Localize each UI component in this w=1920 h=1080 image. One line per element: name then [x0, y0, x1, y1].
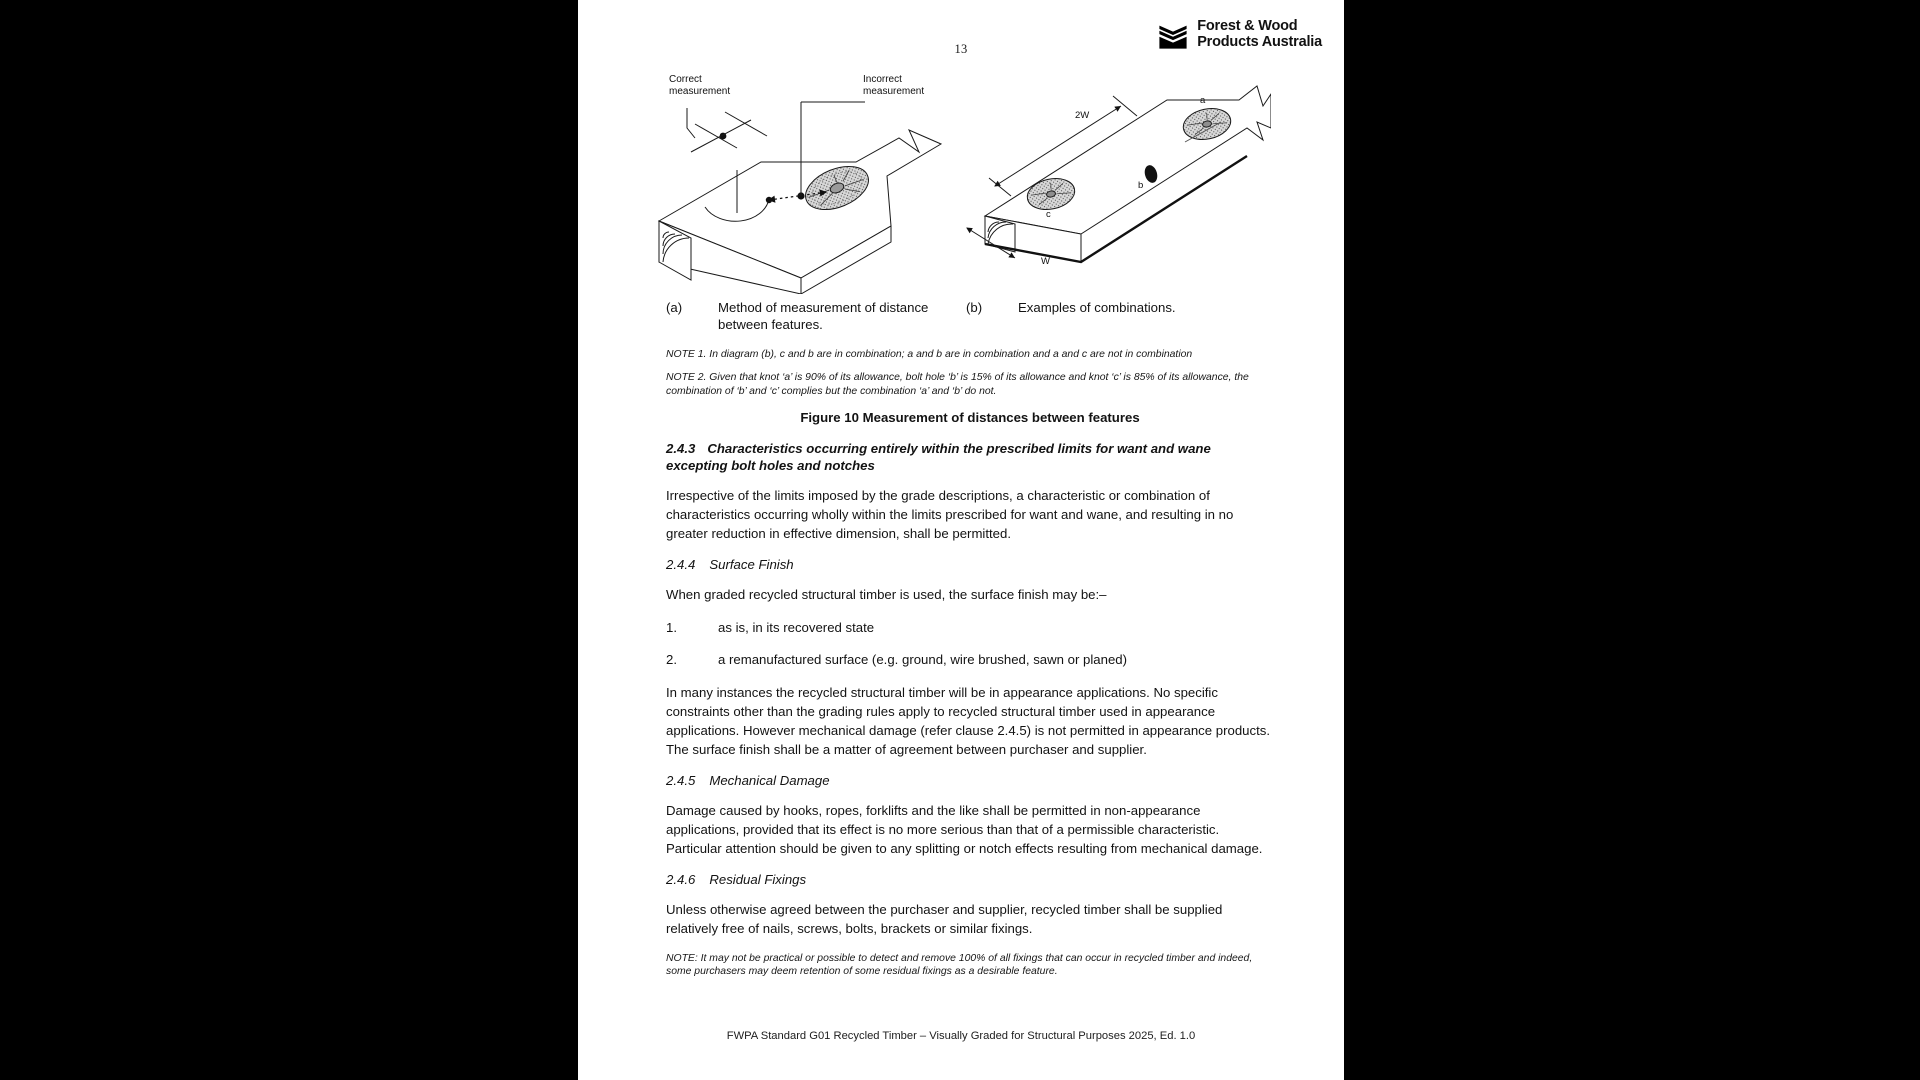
figure-10-illustrations	[578, 66, 1344, 296]
organisation-logo	[1156, 18, 1322, 52]
list-item	[666, 618, 1274, 637]
clause-number-2-4-4: 2.4.4	[666, 556, 696, 572]
clause-number-2-4-5: 2.4.5	[666, 772, 696, 788]
subcaption-a-label: (a)	[666, 300, 683, 315]
clause-2-4-6-paragraph: Unless otherwise agreed between the purchaser and supplier, recycled timber shall be supplied relatively free of nails, screws, bolts, brackets or similar fixings.	[666, 901, 1223, 936]
subcaption-b-label: (b)	[966, 300, 983, 315]
diagram-b-bolt-hole-b: b	[1138, 180, 1144, 191]
clause-title-2-4-6: Residual Fixings	[709, 871, 807, 887]
diagram-a-correct-label: Correct	[669, 74, 702, 85]
list-item-text: as is, in its recovered state	[718, 619, 875, 635]
diagram-a-measurement-method	[659, 102, 941, 294]
clause-title-2-4-5: Mechanical Damage	[709, 772, 830, 788]
list-item	[666, 650, 1274, 669]
clause-title-2-4-4: Surface Finish	[709, 556, 794, 572]
svg-text:measurement: measurement	[669, 86, 731, 97]
logo-text	[1197, 19, 1322, 50]
clause-2-4-4-intro: When graded recycled structural timber is used, the surface finish may be:–	[666, 586, 1107, 602]
clause-2-4-5-paragraph: Damage caused by hooks, ropes, forklifts and the like shall be permitted in non-appearance applications, provided that its effect is no more serious than that of a permissible characteristic. Particular attention should be given to any splitting or notch effects resulting from mechanical damage.	[666, 802, 1263, 856]
diagram-b-combinations	[967, 86, 1271, 262]
diagram-b-knot-c: c	[1046, 209, 1051, 220]
figure-10-svg	[651, 66, 1271, 294]
clause-title-2-4-3: Characteristics occurring entirely within the prescribed limits for want and wane excepting bolt holes and notches	[666, 441, 1211, 473]
figure-subcaption-b	[966, 300, 1176, 334]
logo-line-1: Forest & Wood	[1197, 18, 1298, 35]
list-item-text: a remanufactured surface (e.g. ground, wire brushed, sawn or planed)	[718, 651, 1128, 667]
figure-subcaptions	[666, 300, 1274, 334]
list-item-number: 2.	[666, 651, 677, 667]
page-number: 13	[954, 42, 968, 56]
diagram-a-incorrect-label: Incorrect	[863, 74, 902, 85]
page-footer: FWPA Standard G01 Recycled Timber – Visually Graded for Structural Purposes 2025, Ed. 1.0	[726, 1030, 1196, 1042]
subcaption-a-text: Method of measurement of distance between features.	[718, 300, 929, 332]
page-content	[666, 300, 1274, 989]
clause-number-2-4-6: 2.4.6	[666, 871, 696, 887]
clause-heading-2-4-4	[666, 557, 1274, 574]
clause-heading-2-4-6	[666, 872, 1274, 889]
clause-heading-2-4-3	[666, 441, 1274, 475]
svg-text:measurement: measurement	[863, 86, 925, 97]
figure-note-2: NOTE 2. Given that knot ‘a’ is 90% of its allowance, bolt hole ‘b’ is 15% of its allowance and knot ‘c’ is 85% of its allowance, the combination of ‘b’ and ‘c’ complies but the combination ‘a’ and ‘b’ do not.	[666, 372, 1249, 397]
diagram-b-dim-2w: 2W	[1075, 110, 1090, 121]
clause-2-4-6-note: NOTE: It may not be practical or possible to detect and remove 100% of all fixings that can occur in recycled timber and indeed, some purchasers may deem retention of some residual fixings as a desirable feature.	[666, 952, 1253, 978]
document-page	[578, 0, 1344, 1080]
figure-note-1: NOTE 1. In diagram (b), c and b are in combination; a and b are in combination and a and c are not in combination	[666, 348, 1193, 360]
logo-line-2: Products Australia	[1197, 34, 1322, 50]
subcaption-b-text: Examples of combinations.	[1018, 300, 1176, 315]
surface-finish-list	[666, 618, 1274, 669]
wave-chevron-logo-icon	[1156, 18, 1190, 52]
clause-2-4-4-paragraph: In many instances the recycled structural timber will be in appearance applications. No specific constraints other than the grading rules apply to recycled structural timber used in appearance applications. However mechanical damage (refer clause 2.4.5) is not permitted in appearance products. The surface finish shall be a matter of agreement between purchaser and supplier.	[666, 684, 1271, 757]
list-item-number: 1.	[666, 619, 677, 635]
figure-caption: Figure 10 Measurement of distances between features	[800, 410, 1140, 426]
diagram-b-knot-a: a	[1200, 95, 1206, 106]
figure-subcaption-a	[666, 300, 966, 334]
clause-heading-2-4-5	[666, 773, 1274, 790]
clause-2-4-3-paragraph: Irrespective of the limits imposed by the grade descriptions, a characteristic or combination of characteristics occurring wholly within the limits prescribed for want and wane, and resulting in no greater reduction in effective dimension, shall be permitted.	[666, 487, 1234, 541]
diagram-b-dim-w: W	[1041, 256, 1050, 267]
clause-number-2-4-3: 2.4.3	[666, 441, 696, 457]
